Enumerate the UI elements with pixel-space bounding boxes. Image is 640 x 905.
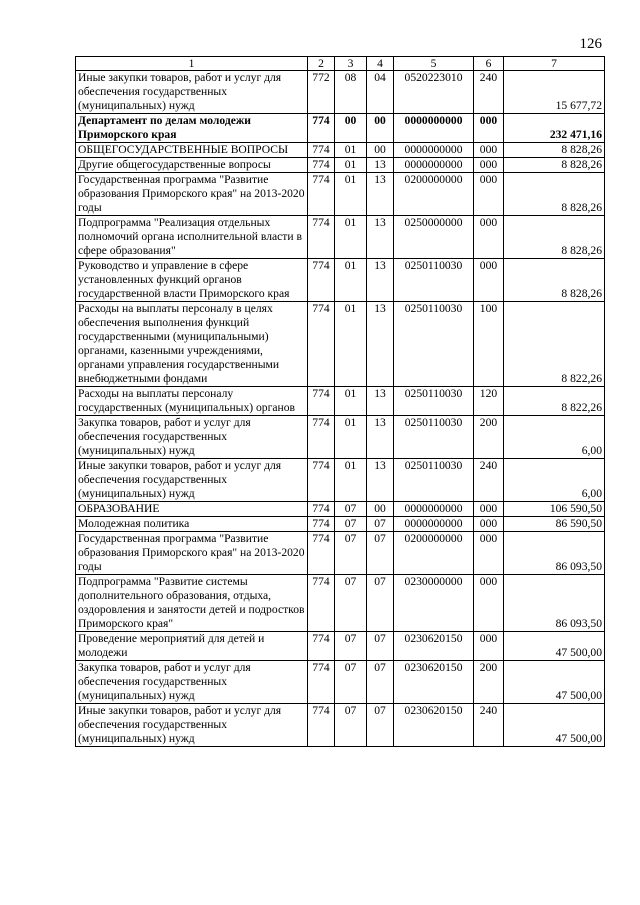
column-header: 3 xyxy=(335,57,367,71)
row-ved-code: 774 xyxy=(308,114,335,143)
row-ved-code: 774 xyxy=(308,661,335,704)
row-target-article: 0200000000 xyxy=(394,532,474,575)
row-subsection-code: 13 xyxy=(367,259,394,302)
row-expense-type: 000 xyxy=(474,216,504,259)
row-ved-code: 774 xyxy=(308,216,335,259)
row-name: Расходы на выплаты персоналу в целях обеспечения выполнения функций государственными (муниципальными) органами, казенными учреждениями, органами управления государственными внебюджетными фондами xyxy=(76,302,308,387)
row-subsection-code: 07 xyxy=(367,575,394,632)
row-target-article: 0000000000 xyxy=(394,502,474,517)
row-name: Департамент по делам молодежи Приморского края xyxy=(76,114,308,143)
row-ved-code: 774 xyxy=(308,302,335,387)
row-target-article: 0000000000 xyxy=(394,517,474,532)
row-ved-code: 774 xyxy=(308,502,335,517)
row-amount: 47 500,00 xyxy=(504,632,605,661)
row-name: Проведение мероприятий для детей и молодежи xyxy=(76,632,308,661)
row-section-code: 00 xyxy=(335,114,367,143)
row-amount: 47 500,00 xyxy=(504,661,605,704)
row-section-code: 01 xyxy=(335,173,367,216)
row-ved-code: 774 xyxy=(308,143,335,158)
row-subsection-code: 04 xyxy=(367,71,394,114)
row-target-article: 0250000000 xyxy=(394,216,474,259)
row-name: ОБРАЗОВАНИЕ xyxy=(76,502,308,517)
row-section-code: 01 xyxy=(335,416,367,459)
column-header: 2 xyxy=(308,57,335,71)
row-ved-code: 774 xyxy=(308,459,335,502)
row-subsection-code: 13 xyxy=(367,216,394,259)
row-expense-type: 240 xyxy=(474,71,504,114)
row-ved-code: 774 xyxy=(308,416,335,459)
row-amount: 15 677,72 xyxy=(504,71,605,114)
row-section-code: 08 xyxy=(335,71,367,114)
row-amount: 6,00 xyxy=(504,459,605,502)
row-section-code: 01 xyxy=(335,459,367,502)
row-target-article: 0250110030 xyxy=(394,387,474,416)
row-name: Подпрограмма "Развитие системы дополнительного образования, отдыха, оздоровления и занятости детей и подростков Приморского края" xyxy=(76,575,308,632)
row-section-code: 07 xyxy=(335,661,367,704)
row-ved-code: 774 xyxy=(308,517,335,532)
table-row xyxy=(76,158,605,173)
row-subsection-code: 00 xyxy=(367,143,394,158)
row-section-code: 01 xyxy=(335,302,367,387)
row-expense-type: 000 xyxy=(474,114,504,143)
row-section-code: 07 xyxy=(335,575,367,632)
row-target-article: 0250110030 xyxy=(394,259,474,302)
row-subsection-code: 13 xyxy=(367,416,394,459)
table-row xyxy=(76,416,605,459)
table-row xyxy=(76,114,605,143)
row-section-code: 07 xyxy=(335,502,367,517)
row-amount: 8 822,26 xyxy=(504,387,605,416)
table-row xyxy=(76,71,605,114)
table-row xyxy=(76,704,605,747)
row-expense-type: 200 xyxy=(474,661,504,704)
row-subsection-code: 00 xyxy=(367,502,394,517)
row-name: Иные закупки товаров, работ и услуг для обеспечения государственных (муниципальных) нужд xyxy=(76,71,308,114)
row-ved-code: 774 xyxy=(308,632,335,661)
table-row xyxy=(76,502,605,517)
row-name: Иные закупки товаров, работ и услуг для обеспечения государственных (муниципальных) нужд xyxy=(76,459,308,502)
column-header: 6 xyxy=(474,57,504,71)
row-amount: 86 093,50 xyxy=(504,532,605,575)
row-subsection-code: 07 xyxy=(367,632,394,661)
row-target-article: 0230620150 xyxy=(394,704,474,747)
row-target-article: 0000000000 xyxy=(394,114,474,143)
row-amount: 8 828,26 xyxy=(504,158,605,173)
row-expense-type: 240 xyxy=(474,704,504,747)
row-expense-type: 000 xyxy=(474,517,504,532)
row-amount: 106 590,50 xyxy=(504,502,605,517)
row-section-code: 01 xyxy=(335,158,367,173)
row-subsection-code: 13 xyxy=(367,158,394,173)
table-row xyxy=(76,459,605,502)
row-target-article: 0200000000 xyxy=(394,173,474,216)
row-ved-code: 774 xyxy=(308,532,335,575)
row-target-article: 0250110030 xyxy=(394,302,474,387)
row-target-article: 0250110030 xyxy=(394,459,474,502)
column-header: 7 xyxy=(504,57,605,71)
row-target-article: 0520223010 xyxy=(394,71,474,114)
row-target-article: 0230620150 xyxy=(394,632,474,661)
page-number: 126 xyxy=(579,36,602,52)
table-row xyxy=(76,632,605,661)
row-subsection-code: 07 xyxy=(367,704,394,747)
row-subsection-code: 07 xyxy=(367,532,394,575)
row-expense-type: 000 xyxy=(474,575,504,632)
row-section-code: 01 xyxy=(335,387,367,416)
row-expense-type: 000 xyxy=(474,173,504,216)
row-name: Закупка товаров, работ и услуг для обеспечения государственных (муниципальных) нужд xyxy=(76,416,308,459)
table-row xyxy=(76,143,605,158)
row-subsection-code: 07 xyxy=(367,517,394,532)
table-row xyxy=(76,259,605,302)
row-ved-code: 774 xyxy=(308,704,335,747)
row-target-article: 0000000000 xyxy=(394,158,474,173)
row-section-code: 07 xyxy=(335,704,367,747)
row-name: Другие общегосударственные вопросы xyxy=(76,158,308,173)
row-amount: 8 828,26 xyxy=(504,259,605,302)
row-target-article: 0250110030 xyxy=(394,416,474,459)
table-row xyxy=(76,575,605,632)
row-section-code: 07 xyxy=(335,632,367,661)
row-subsection-code: 00 xyxy=(367,114,394,143)
row-name: Расходы на выплаты персоналу государственных (муниципальных) органов xyxy=(76,387,308,416)
row-ved-code: 774 xyxy=(308,575,335,632)
row-ved-code: 774 xyxy=(308,173,335,216)
row-name: Государственная программа "Развитие образования Приморского края" на 2013-2020 годы xyxy=(76,173,308,216)
row-ved-code: 774 xyxy=(308,387,335,416)
row-ved-code: 772 xyxy=(308,71,335,114)
table-body xyxy=(76,71,605,747)
row-expense-type: 000 xyxy=(474,158,504,173)
table-row xyxy=(76,661,605,704)
row-amount: 8 828,26 xyxy=(504,173,605,216)
row-expense-type: 100 xyxy=(474,302,504,387)
row-subsection-code: 07 xyxy=(367,661,394,704)
row-section-code: 01 xyxy=(335,143,367,158)
row-section-code: 01 xyxy=(335,259,367,302)
row-target-article: 0000000000 xyxy=(394,143,474,158)
row-section-code: 07 xyxy=(335,517,367,532)
row-expense-type: 000 xyxy=(474,532,504,575)
row-name: Закупка товаров, работ и услуг для обеспечения государственных (муниципальных) нужд xyxy=(76,661,308,704)
row-expense-type: 000 xyxy=(474,143,504,158)
table-row xyxy=(76,216,605,259)
row-expense-type: 000 xyxy=(474,259,504,302)
row-ved-code: 774 xyxy=(308,259,335,302)
row-amount: 47 500,00 xyxy=(504,704,605,747)
row-name: ОБЩЕГОСУДАРСТВЕННЫЕ ВОПРОСЫ xyxy=(76,143,308,158)
row-amount: 6,00 xyxy=(504,416,605,459)
column-header: 4 xyxy=(367,57,394,71)
table-row xyxy=(76,517,605,532)
row-name: Подпрограмма "Реализация отдельных полномочий органа исполнительной власти в сфере образования" xyxy=(76,216,308,259)
row-section-code: 07 xyxy=(335,532,367,575)
budget-table xyxy=(75,56,605,747)
column-header: 1 xyxy=(76,57,308,71)
column-header: 5 xyxy=(394,57,474,71)
row-expense-type: 120 xyxy=(474,387,504,416)
row-name: Иные закупки товаров, работ и услуг для обеспечения государственных (муниципальных) нужд xyxy=(76,704,308,747)
row-amount: 8 828,26 xyxy=(504,143,605,158)
row-name: Руководство и управление в сфере установленных функций органов государственной власти Приморского края xyxy=(76,259,308,302)
row-subsection-code: 13 xyxy=(367,387,394,416)
row-name: Молодежная политика xyxy=(76,517,308,532)
table-row xyxy=(76,387,605,416)
row-name: Государственная программа "Развитие образования Приморского края" на 2013-2020 годы xyxy=(76,532,308,575)
row-expense-type: 000 xyxy=(474,502,504,517)
column-number-row xyxy=(76,57,605,71)
row-subsection-code: 13 xyxy=(367,173,394,216)
table-row xyxy=(76,302,605,387)
row-ved-code: 774 xyxy=(308,158,335,173)
table-row xyxy=(76,532,605,575)
row-target-article: 0230620150 xyxy=(394,661,474,704)
row-expense-type: 000 xyxy=(474,632,504,661)
row-amount: 86 590,50 xyxy=(504,517,605,532)
row-target-article: 0230000000 xyxy=(394,575,474,632)
table-row xyxy=(76,173,605,216)
row-amount: 86 093,50 xyxy=(504,575,605,632)
row-subsection-code: 13 xyxy=(367,302,394,387)
row-expense-type: 240 xyxy=(474,459,504,502)
row-subsection-code: 13 xyxy=(367,459,394,502)
row-amount: 232 471,16 xyxy=(504,114,605,143)
row-amount: 8 828,26 xyxy=(504,216,605,259)
row-amount: 8 822,26 xyxy=(504,302,605,387)
row-section-code: 01 xyxy=(335,216,367,259)
row-expense-type: 200 xyxy=(474,416,504,459)
